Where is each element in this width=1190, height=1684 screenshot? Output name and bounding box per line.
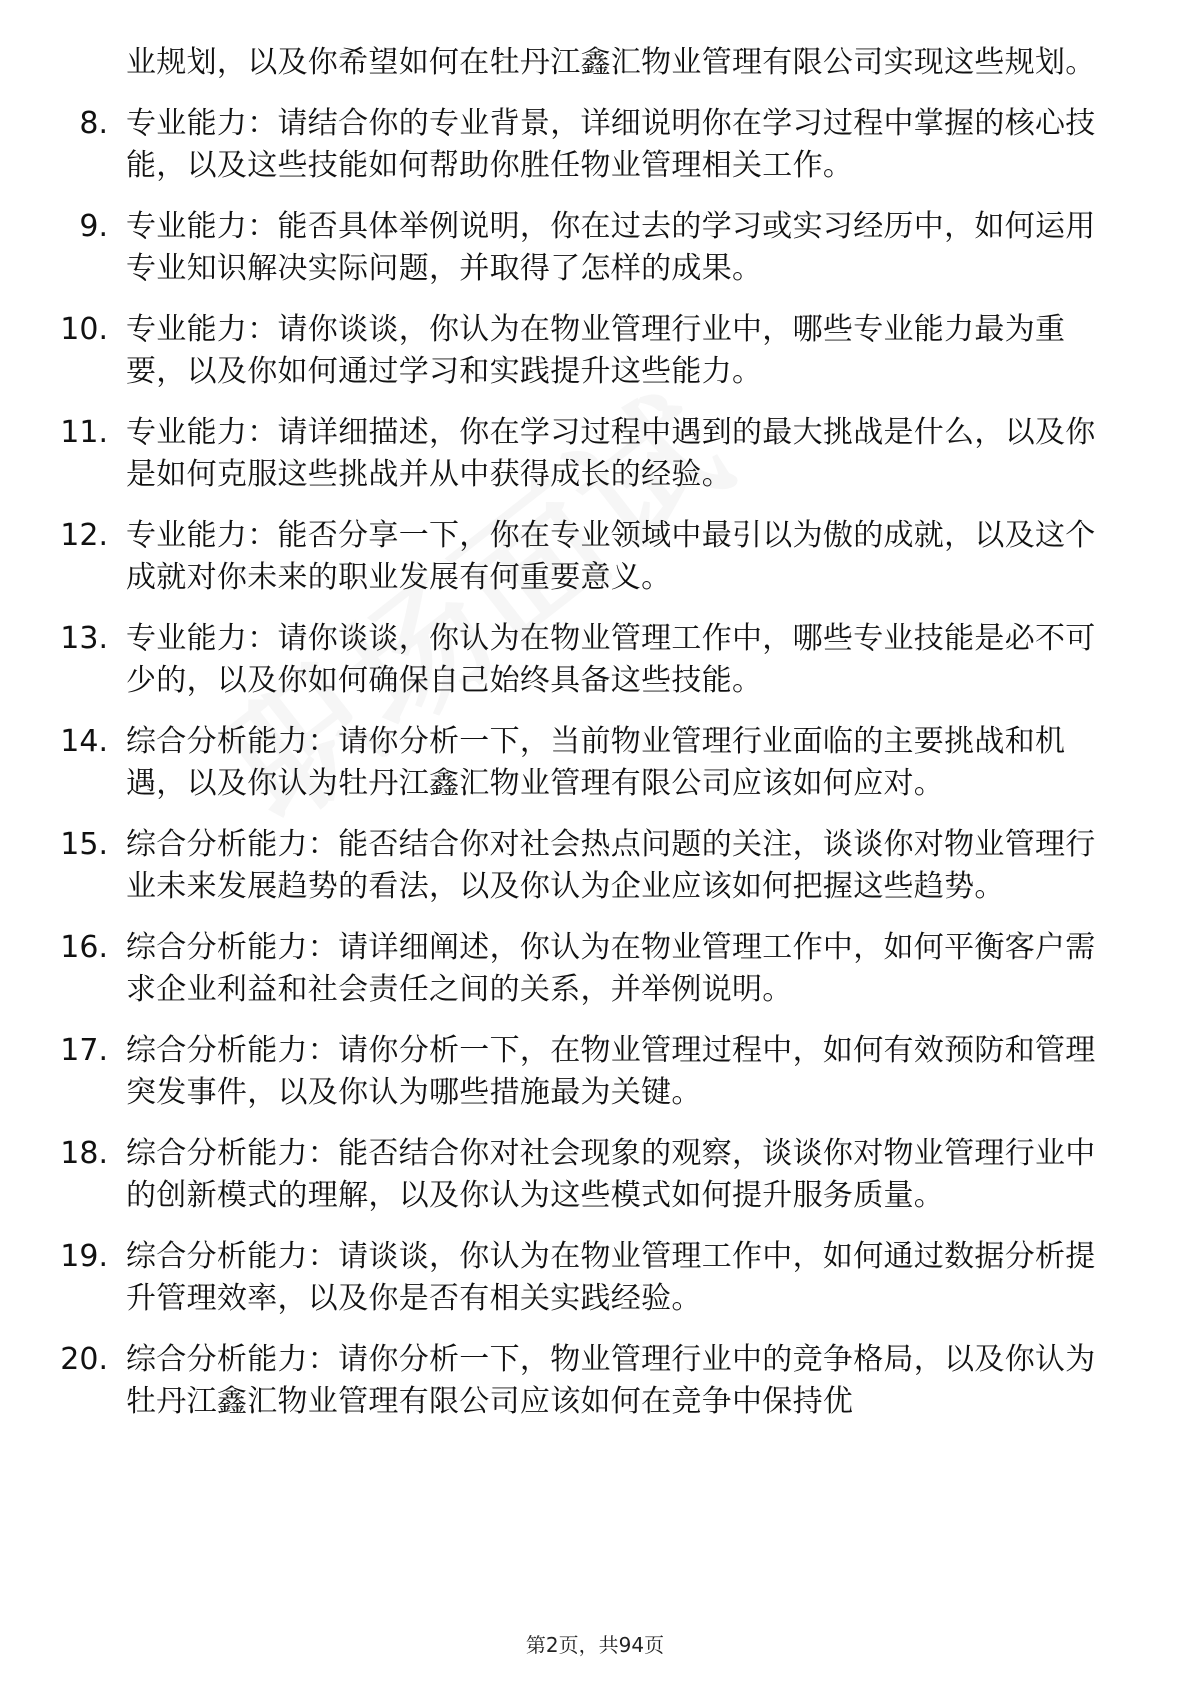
item-number: 10. <box>60 312 108 347</box>
item-text: 综合分析能力：请详细阐述，你认为在物业管理工作中，如何平衡客户需求企业利益和社会责任之间的关系，并举例说明。 <box>126 930 1096 1007</box>
item-number: 20. <box>60 1342 108 1377</box>
item-text: 综合分析能力：能否结合你对社会现象的观察，谈谈你对物业管理行业中的创新模式的理解，以及你认为这些模式如何提升服务质量。 <box>126 1136 1096 1213</box>
item-number: 11. <box>60 415 108 450</box>
list-item <box>0 309 1190 393</box>
item-text: 专业能力：能否具体举例说明，你在过去的学习或实习经历中，如何运用专业知识解决实际问题，并取得了怎样的成果。 <box>126 209 1096 286</box>
item-text: 专业能力：请你谈谈，你认为在物业管理行业中，哪些专业能力最为重要，以及你如何通过学习和实践提升这些能力。 <box>126 312 1066 389</box>
page-footer: 第2页，共94页 <box>525 1633 665 1657</box>
list-item <box>0 618 1190 702</box>
list-item <box>0 1030 1190 1114</box>
item-number: 15. <box>60 827 108 862</box>
item-text: 综合分析能力：请你分析一下，当前物业管理行业面临的主要挑战和机遇，以及你认为牡丹江鑫汇物业管理有限公司应该如何应对。 <box>126 724 1066 801</box>
list-item <box>0 1236 1190 1320</box>
list-item <box>0 206 1190 290</box>
item-number: 9. <box>79 209 108 244</box>
item-text: 专业能力：请结合你的专业背景，详细说明你在学习过程中掌握的核心技能，以及这些技能如何帮助你胜任物业管理相关工作。 <box>126 106 1096 183</box>
item-text: 综合分析能力：请你分析一下，物业管理行业中的竞争格局，以及你认为牡丹江鑫汇物业管理有限公司应该如何在竞争中保持优 <box>126 1342 1096 1419</box>
list-item <box>0 927 1190 1011</box>
list-item <box>0 721 1190 805</box>
item-text: 综合分析能力：能否结合你对社会热点问题的关注，谈谈你对物业管理行业未来发展趋势的看法，以及你认为企业应该如何把握这些趋势。 <box>126 827 1096 904</box>
list-item <box>0 412 1190 496</box>
list-item <box>0 1339 1190 1423</box>
item-number: 8. <box>79 106 108 141</box>
item-text: 综合分析能力：请谈谈，你认为在物业管理工作中，如何通过数据分析提升管理效率，以及你是否有相关实践经验。 <box>126 1239 1096 1316</box>
item-number: 17. <box>60 1033 108 1068</box>
list-item <box>0 1133 1190 1217</box>
item-number: 14. <box>60 724 108 759</box>
list-item <box>0 103 1190 187</box>
list-item <box>0 42 1190 84</box>
item-number: 13. <box>60 621 108 656</box>
item-text: 专业能力：能否分享一下，你在专业领域中最引以为傲的成就，以及这个成就对你未来的职业发展有何重要意义。 <box>126 518 1096 595</box>
question-list <box>0 42 1190 1442</box>
item-number: 16. <box>60 930 108 965</box>
list-item <box>0 515 1190 599</box>
item-text: 专业能力：请你谈谈，你认为在物业管理工作中，哪些专业技能是必不可少的，以及你如何确保自己始终具备这些技能。 <box>126 621 1096 698</box>
item-text: 业规划，以及你希望如何在牡丹江鑫汇物业管理有限公司实现这些规划。 <box>126 45 1096 80</box>
item-number: 18. <box>60 1136 108 1171</box>
item-number: 12. <box>60 518 108 553</box>
list-item <box>0 824 1190 908</box>
item-text: 专业能力：请详细描述，你在学习过程中遇到的最大挑战是什么，以及你是如何克服这些挑战并从中获得成长的经验。 <box>126 415 1096 492</box>
item-number: 19. <box>60 1239 108 1274</box>
item-text: 综合分析能力：请你分析一下，在物业管理过程中，如何有效预防和管理突发事件，以及你认为哪些措施最为关键。 <box>126 1033 1096 1110</box>
